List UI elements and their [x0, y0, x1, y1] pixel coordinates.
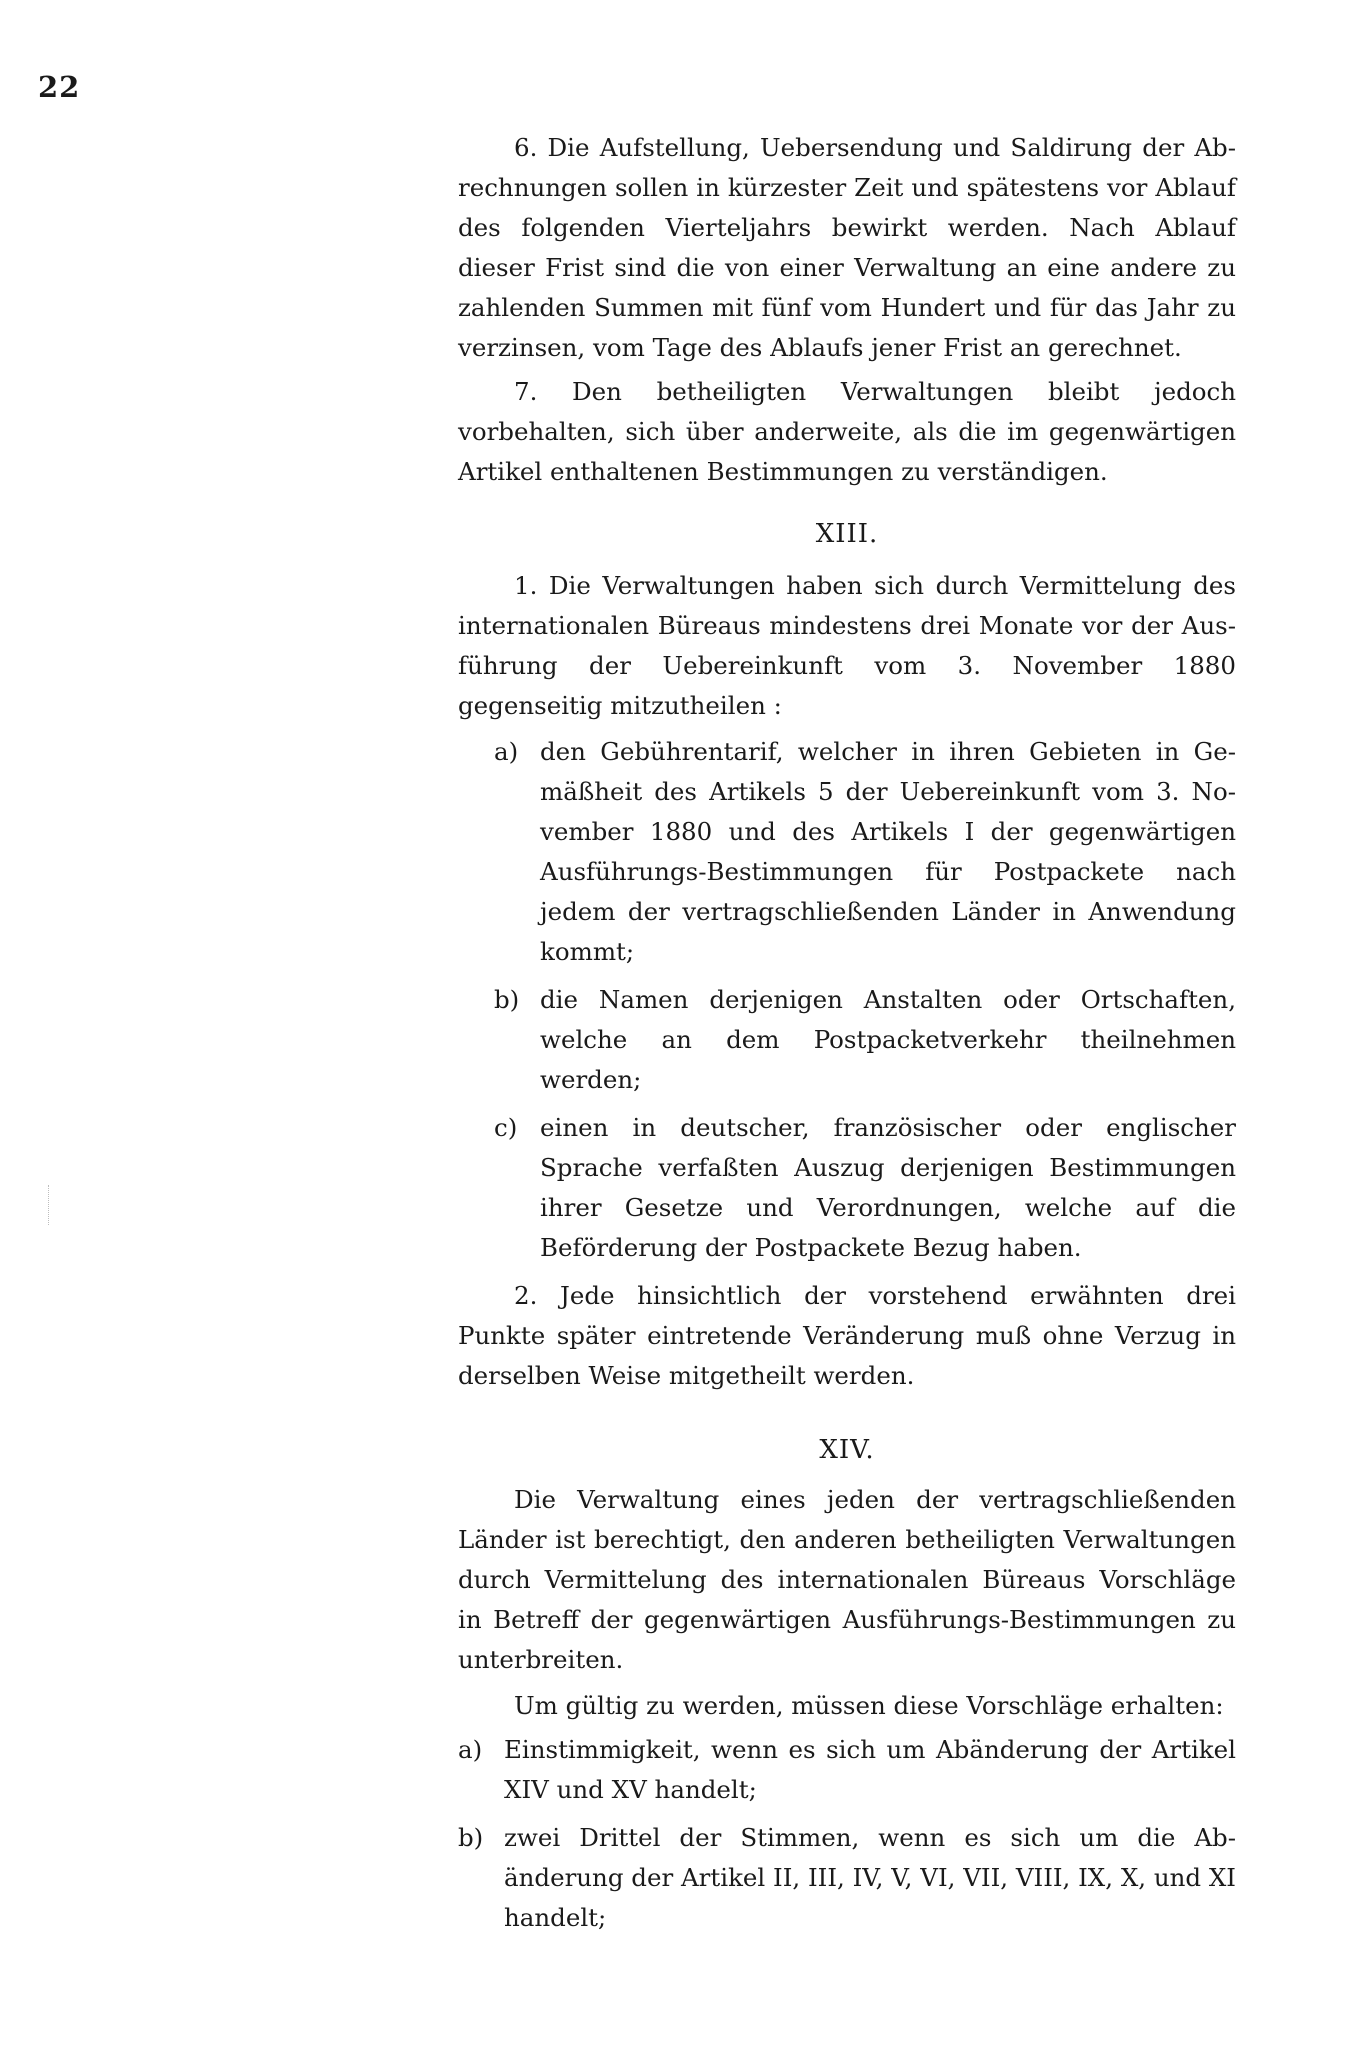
section-heading-xiii: XIII. [815, 519, 879, 549]
list-item-text: die Namen derjenigen Anstalten oder Ortschaften, welche an dem Postpacketverkehr theilnehmen werden; [540, 985, 1236, 1094]
section-heading-xiv: XIV. [819, 1435, 875, 1465]
list-marker: c) [494, 1113, 518, 1142]
list-item [494, 980, 1236, 1100]
list-item [494, 732, 1236, 972]
list-item-text: zwei Drittel der Stimmen, wenn es sich um die Abänderung der Artikel II, III, IV, V, VI, VII, VIII, IX, X, und XI handelt; [504, 1823, 1236, 1932]
list-item [458, 1818, 1236, 1938]
section-xiii-paragraph-1: 1. Die Verwaltungen haben sich durch Vermittelung des internationalen Büreaus mindestens drei Monate vor der Ausführung der Uebereinkunft vom 3. November 1880 gegenseitig mitzutheilen : [458, 571, 1236, 720]
list-item-text: Einstimmigkeit, wenn es sich um Abänderung der Artikel XIV und XV handelt; [504, 1735, 1236, 1804]
margin-artifact [48, 1185, 51, 1225]
list-marker: b) [458, 1823, 484, 1852]
list-item-text: den Gebührentarif, welcher in ihren Gebieten in Gemäßheit des Artikels 5 der Uebereinkunft vom 3. November 1880 und des Artikels I der gegenwärtigen Ausführungs-Bestimmungen für Postpackete nach jedem der vertragschließenden Länder in Anwendung kommt; [540, 737, 1236, 966]
list-item [494, 1108, 1236, 1268]
list-marker: b) [494, 985, 520, 1014]
section-xiii-list [494, 732, 1236, 1268]
page-number: 22 [38, 70, 81, 104]
paragraph-6: 6. Die Aufstellung, Uebersendung und Saldirung der Abrechnungen sollen in kürzester Zeit und spätestens vor Ablauf des folgenden Vierteljahrs bewirkt werden. Nach Ablauf dieser Frist sind die von einer Verwaltung an eine andere zu zahlenden Summen mit fünf vom Hundert und für das Jahr zu verzinsen, vom Tage des Ablaufs jener Frist an gerechnet. [458, 133, 1236, 362]
list-marker: a) [494, 737, 519, 766]
section-xiii-paragraph-2: 2. Jede hinsichtlich der vorstehend erwähnten drei Punkte später eintretende Veränderung muß ohne Verzug in derselben Weise mitgetheilt werden. [458, 1281, 1236, 1390]
list-item [458, 1730, 1236, 1810]
body-text [458, 128, 1236, 1946]
section-xiv-list [458, 1730, 1236, 1938]
section-xiv-paragraph-2: Um gültig zu werden, müssen diese Vorschläge erhalten: [514, 1691, 1224, 1720]
section-xiv-paragraph-1: Die Verwaltung eines jeden der vertragschließenden Länder ist berechtigt, den anderen betheiligten Verwaltungen durch Vermittelung des internationalen Büreaus Vorschläge in Betreff der gegenwärtigen Ausführungs-Bestimmungen zu unterbreiten. [458, 1485, 1236, 1674]
list-item-text: einen in deutscher, französischer oder englischer Sprache verfaßten Auszug derjenigen Bestimmungen ihrer Gesetze und Verordnungen, welche auf die Beförderung der Postpackete Bezug haben. [540, 1113, 1236, 1262]
paragraph-7: 7. Den betheiligten Verwaltungen bleibt jedoch vorbehalten, sich über anderweite, als die im gegenwärtigen Artikel enthaltenen Bestimmungen zu verständigen. [458, 377, 1236, 486]
list-marker: a) [458, 1735, 483, 1764]
